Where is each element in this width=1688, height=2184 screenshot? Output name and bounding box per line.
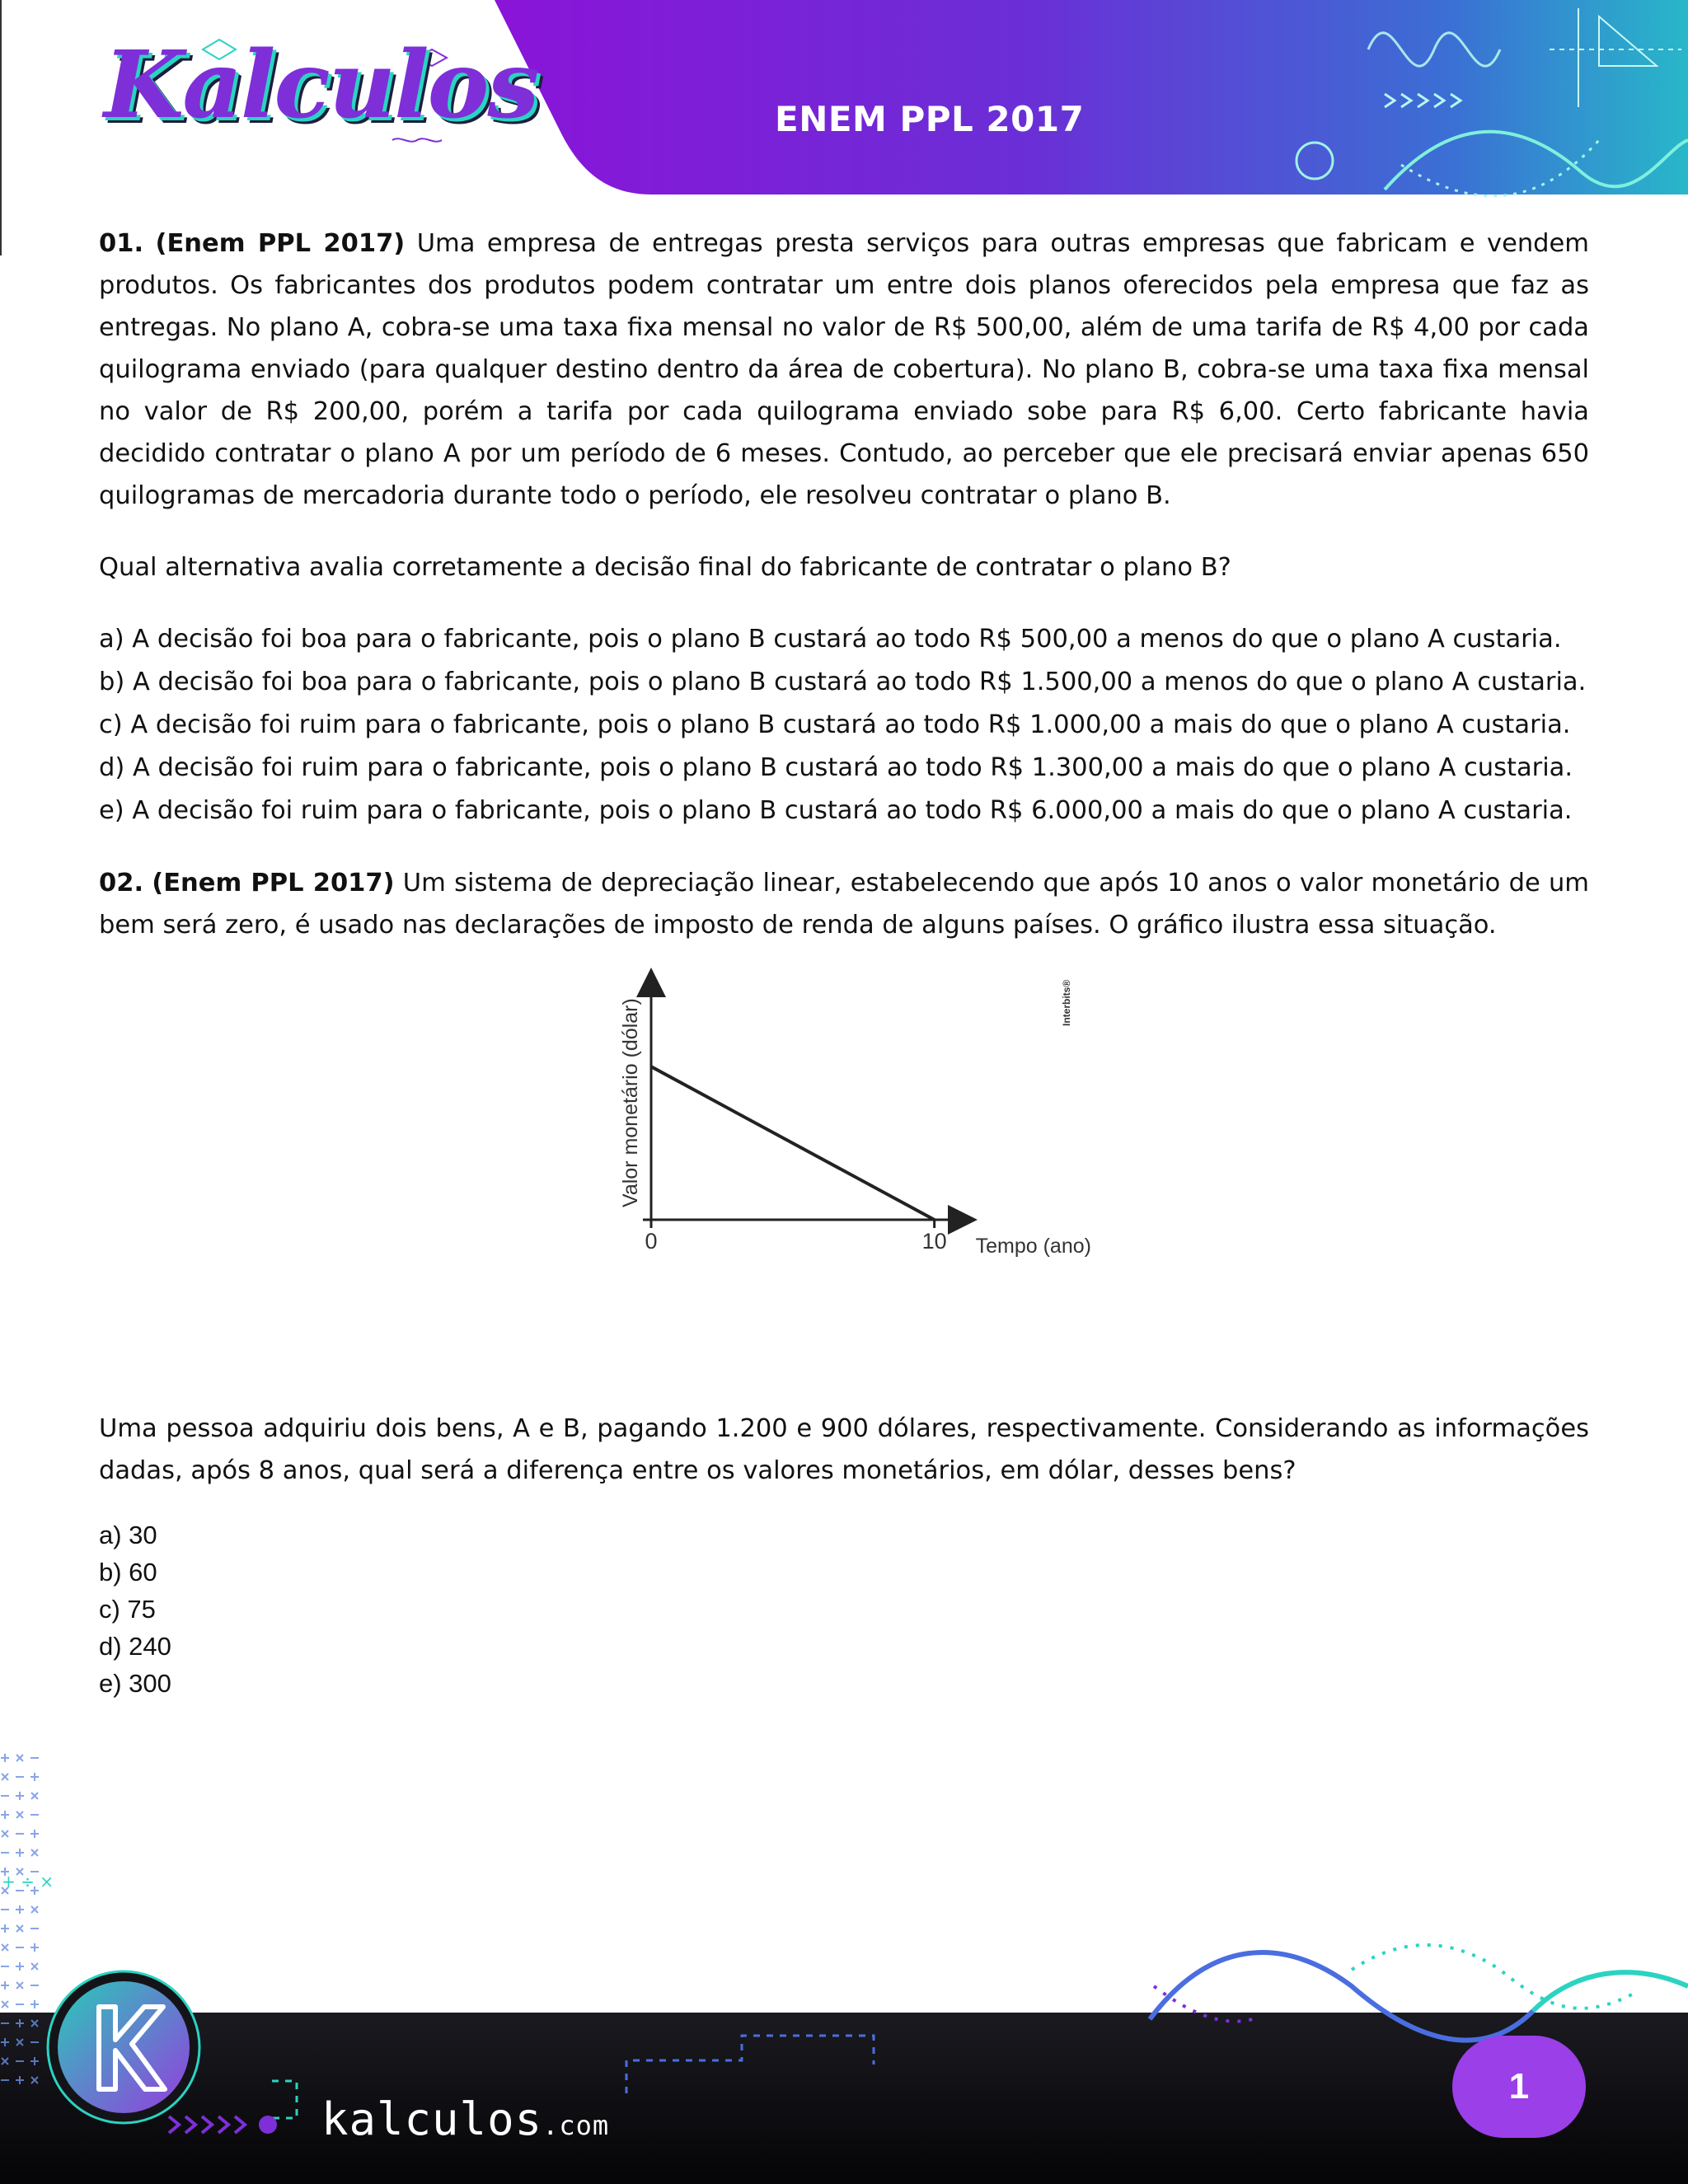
question-1-statement [99,223,1589,517]
question-1-text: Uma empresa de entregas presta serviços para outras empresas que fabricam e vendem produtos. Os fabricantes dos produtos podem contratar um entre dois planos oferecidos pela empresa que faz as entregas. No plano A, cobra-se uma taxa fixa mensal no valor de R$ 500,00, além de uma tarifa de R$ 4,00 por cada quilograma enviado (para qualquer destino dentro da área de cobertura). No plano B, cobra-se uma taxa fixa mensal no valor de R$ 200,00, porém a tarifa por cada quilograma enviado sobe para R$ 6,00. Certo fabricante havia decidido contratar o plano A por um período de 6 meses. Contudo, ao perceber que ele precisará enviar apenas 650 quilogramas de mercadoria durante todo o período, ele resolveu contratar o plano B. [99,229,1589,510]
question-1-source: (Enem PPL 2017) [155,229,406,258]
math-symbol-mark [30,2000,39,2008]
question-2-option-e: e) 300 [99,1669,171,1698]
math-symbol-mark [31,2077,38,2083]
question-1-option-b: b) A decisão foi boa para o fabricante, pois o plano B custará ao todo R$ 1.500,00 a menos do que o plano A custaria. [99,668,1587,696]
math-symbol-mark [31,1849,38,1856]
footer-brand [321,2093,609,2145]
footer-brand-name: kalculos [321,2093,543,2145]
question-2-statement [99,862,1589,946]
question-2-number: 02. [99,869,144,898]
question-2-option-b: b) 60 [99,1558,157,1586]
question-1-option-d: d) A decisão foi ruim para o fabricante, pois o plano B custará ao todo R$ 1.300,00 a mais do que o plano A custaria. [99,753,1573,782]
math-symbol-mark [16,1755,23,1761]
x-tick-label: 10 [921,1229,947,1254]
math-symbol-mark [2,1774,8,1780]
math-symbol-mark [16,1905,24,1914]
question-2-option-c: c) 75 [99,1595,156,1624]
math-symbol-pattern [0,1751,49,2106]
question-2-source: (Enem PPL 2017) [152,869,395,898]
x-tick-label: 0 [645,1229,658,1254]
chart-svg [610,968,1091,1269]
math-symbol-mark [30,2057,39,2065]
math-symbol-mark [1,1811,9,1819]
x-axis-label: Tempo (ano) [975,1235,1091,1258]
page-number: 1 [1452,2036,1586,2138]
question-1-prompt: Qual alternativa avalia corretamente a decisão final do fabricante de contratar o plano B? [99,553,1231,582]
question-2-option-a: a) 30 [99,1521,157,1549]
math-symbol-mark [16,2019,24,2027]
math-symbol-mark [16,1925,23,1932]
math-symbol-mark [2,1887,8,1894]
footer-graphics [0,1872,1688,2184]
math-symbol-mark [16,1811,23,1818]
math-symbol-mark [2,1830,8,1837]
header-title: ENEM PPL 2017 [775,99,1085,139]
depreciation-chart [610,968,1091,1269]
exam-content [99,223,1589,1702]
depreciation-line [651,1066,935,1220]
math-symbol-mark [2,1944,8,1951]
math-symbol-mark [16,2039,23,2046]
chart-credit: Interbits® [1061,979,1072,1026]
math-symbol-mark [16,2076,24,2084]
math-symbol-mark [1,1924,9,1933]
math-symbol-mark [31,1906,38,1913]
left-margin-rule [0,0,2,255]
math-symbol-mark [16,1849,24,1857]
page-header [0,0,1688,194]
question-1-option-c: c) A decisão foi ruim para o fabricante, pois o plano B custará ao todo R$ 1.000,00 a mais do que o plano A custaria. [99,710,1571,739]
math-symbol-mark [16,1982,23,1989]
math-symbol-mark [2,2001,8,2008]
question-2-prompt: Uma pessoa adquiriu dois bens, A e B, pagando 1.200 e 900 dólares, respectivamente. Considerando as informações dadas, após 8 anos, qual será a diferença entre os valores monetários, em dólar, desses bens? [99,1414,1589,1485]
question-1-option-e: e) A decisão foi ruim para o fabricante, pois o plano B custará ao todo R$ 6.000,00 a mais do que o plano A custaria. [99,796,1573,825]
math-symbol-mark [16,1792,24,1800]
math-symbol-mark [16,1868,23,1875]
math-symbol-mark [1,2038,9,2046]
question-2-text: Um sistema de depreciação linear, estabelecendo que após 10 anos o valor monetário de um bem será zero, é usado nas declarações de imposto de renda de alguns países. O gráfico ilustra essa situação. [99,869,1589,940]
math-symbol-mark [31,1793,38,1799]
math-symbol-mark [1,1754,9,1762]
question-1-number: 01. [99,229,144,258]
math-symbol-mark [16,1962,24,1971]
math-symbol-mark [30,1830,39,1838]
math-symbol-mark [31,1963,38,1970]
math-symbol-mark [30,1886,39,1895]
math-symbol-mark [1,1981,9,1990]
math-symbol-mark [30,1943,39,1952]
math-symbol-mark [2,2058,8,2064]
svg-text:+ ÷ ×: + ÷ × [2,1872,54,1891]
y-axis-label: Valor monetário (dólar) [619,998,642,1207]
kalculos-logo [79,25,538,169]
logo-wordmark: Kalculos [104,31,538,139]
question-1-option-a: a) A decisão foi boa para o fabricante, pois o plano B custará ao todo R$ 500,00 a menos do que o plano A custaria. [99,625,1562,654]
math-symbol-mark [30,1773,39,1781]
footer-brand-suffix: .com [542,2110,610,2141]
math-symbol-mark [1,1868,9,1876]
question-2-option-d: d) 240 [99,1632,171,1661]
page-footer [0,1872,1688,2184]
math-symbol-mark [31,2020,38,2027]
